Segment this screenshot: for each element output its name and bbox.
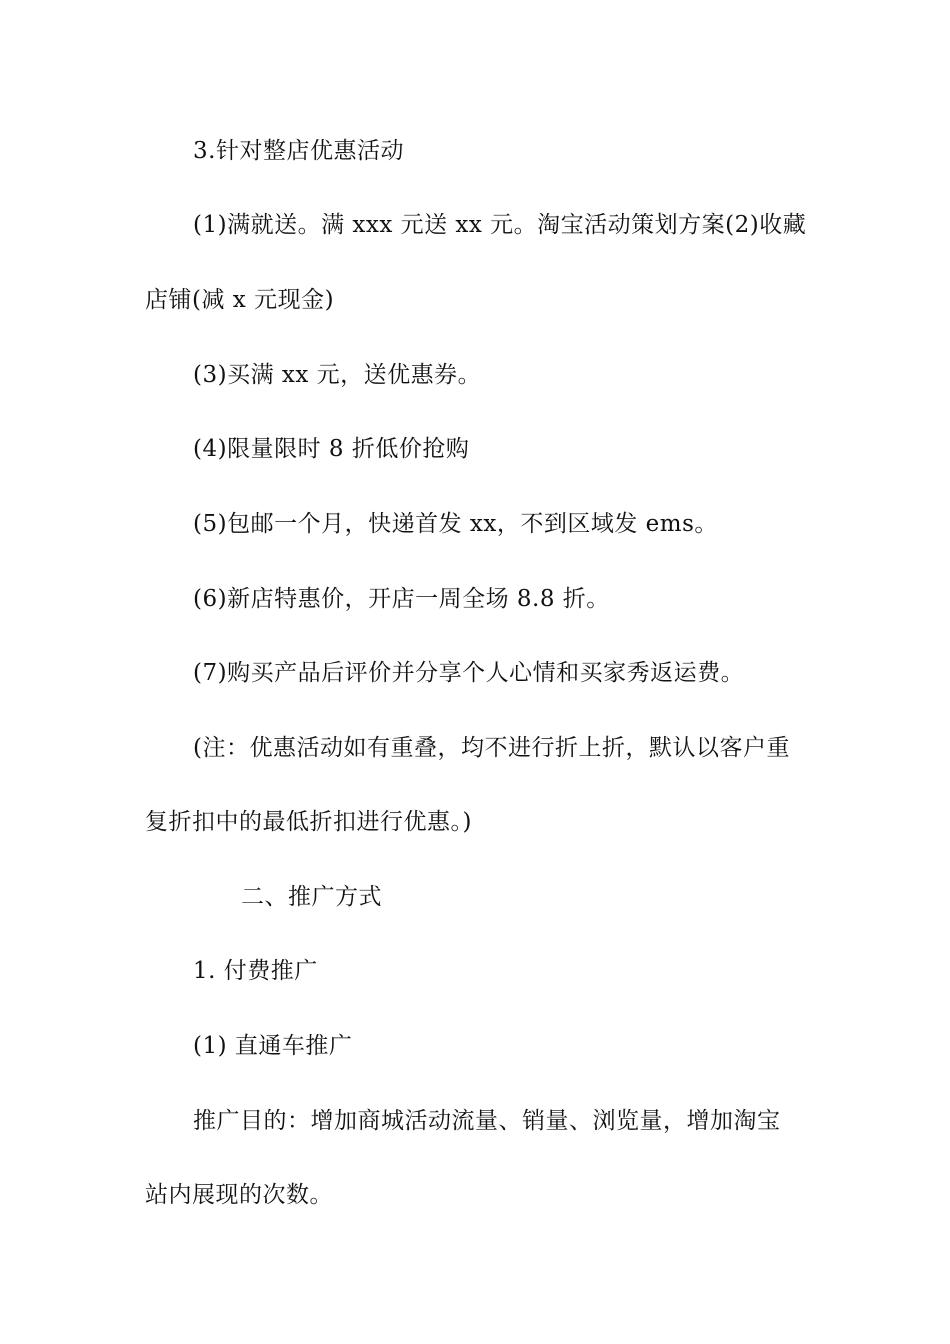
paragraph-line: (1)满就送。满 xxx 元送 xx 元。淘宝活动策划方案(2)收藏 — [193, 212, 807, 238]
subsection-heading: 1. 付费推广 — [193, 958, 318, 984]
paragraph-line: 复折扣中的最低折扣进行优惠。) — [145, 809, 472, 835]
subsection-heading: (1) 直通车推广 — [193, 1033, 353, 1059]
paragraph-line: (5)包邮一个月，快递首发 xx，不到区域发 ems。 — [193, 511, 718, 537]
paragraph-line: 站内展现的次数。 — [145, 1182, 333, 1208]
paragraph-line: (7)购买产品后评价并分享个人心情和买家秀返运费。 — [193, 660, 745, 686]
paragraph-line: (3)买满 xx 元，送优惠券。 — [193, 362, 482, 388]
paragraph-line: (注：优惠活动如有重叠，均不进行折上折，默认以客户重 — [193, 735, 790, 761]
paragraph-line: 推广目的：增加商城活动流量、销量、浏览量，增加淘宝 — [193, 1108, 781, 1134]
paragraph-line: (6)新店特惠价，开店一周全场 8.8 折。 — [193, 586, 610, 612]
section-heading: 二、推广方式 — [241, 884, 382, 910]
paragraph-line: (4)限量限时 8 折低价抢购 — [193, 436, 470, 462]
section-heading-promotions: 3.针对整店优惠活动 — [193, 138, 404, 164]
paragraph-line: 店铺(减 x 元现金) — [145, 287, 335, 313]
